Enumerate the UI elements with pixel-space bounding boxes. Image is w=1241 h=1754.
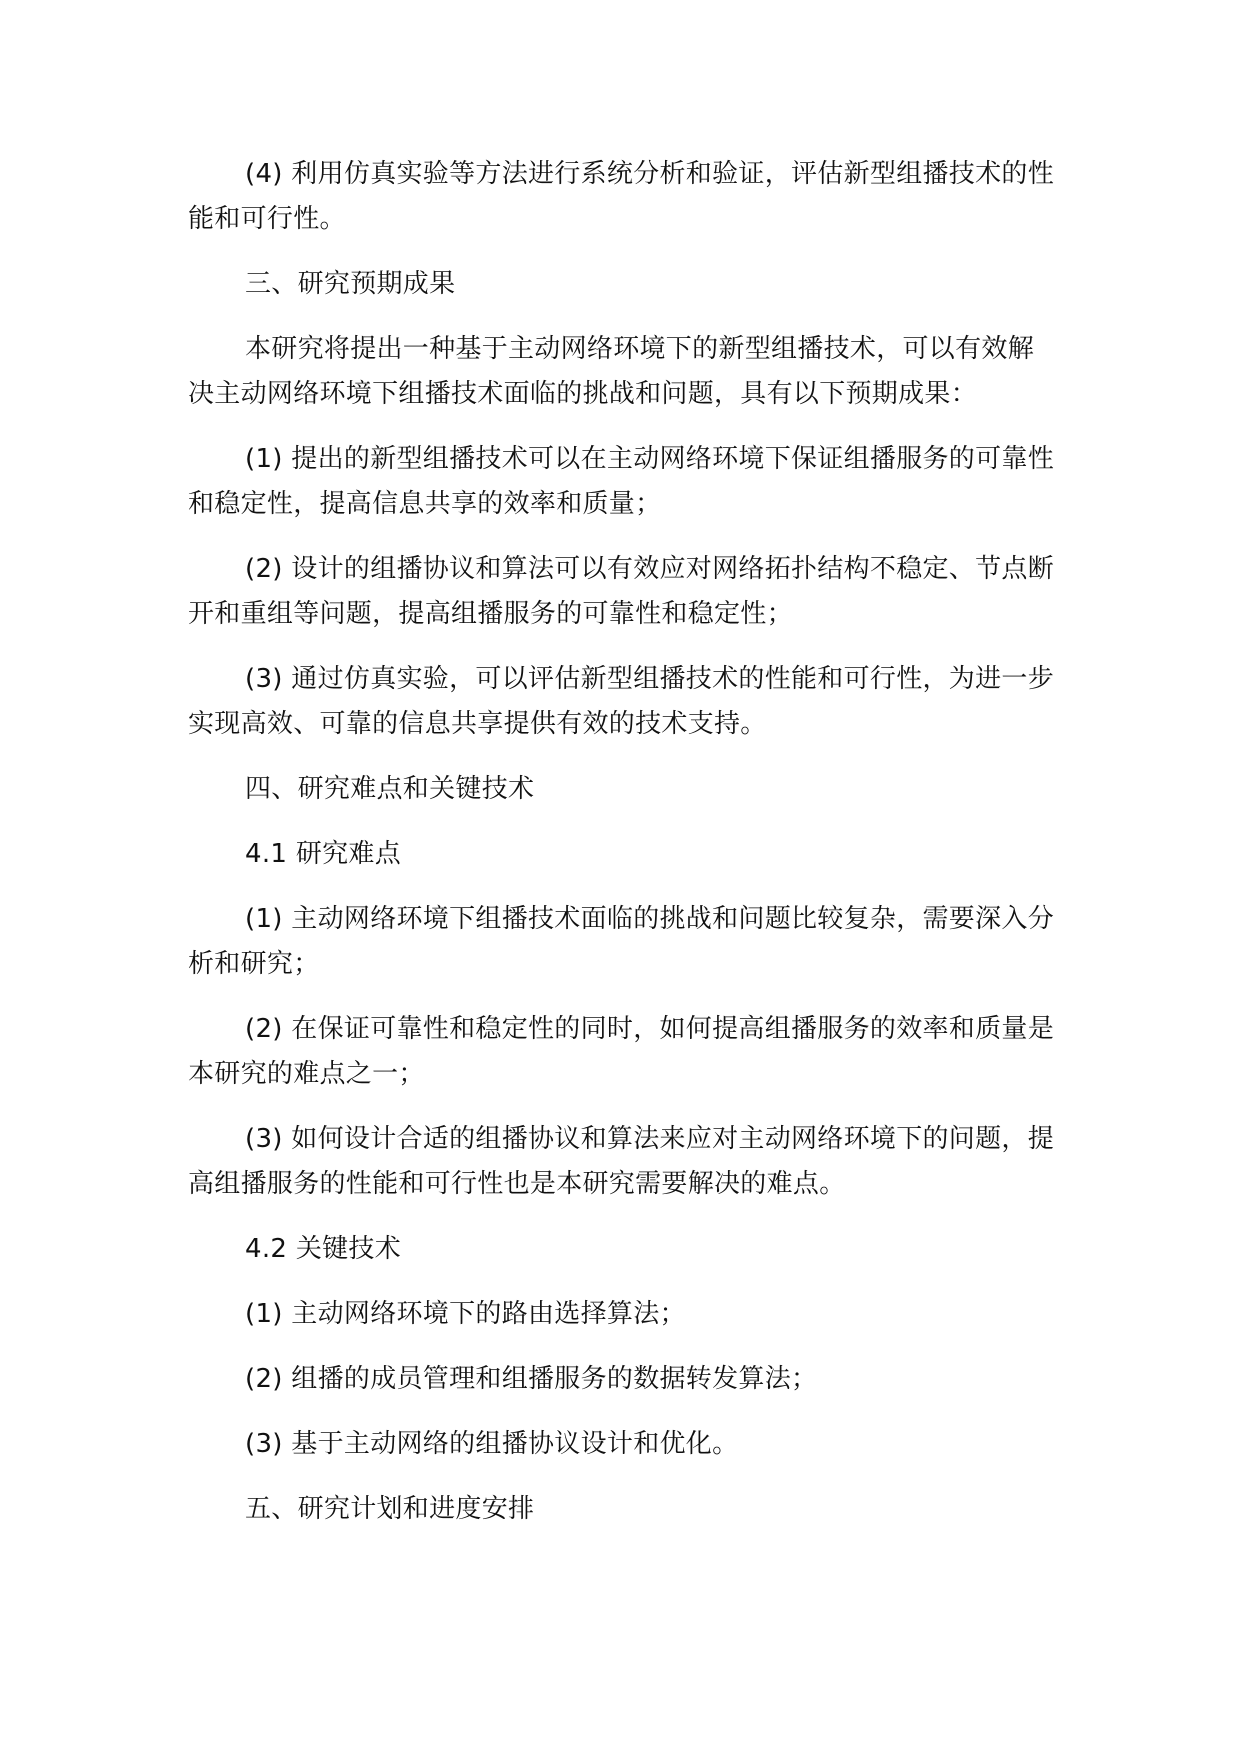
paragraph-result-1: (1) 提出的新型组播技术可以在主动网络环境下保证组播服务的可靠性和稳定性，提高信息共享的效率和质量； xyxy=(188,444,1054,519)
paragraph-key-tech-3: (3) 基于主动网络的组播协议设计和优化。 xyxy=(245,1429,739,1459)
paragraph-results-intro: 本研究将提出一种基于主动网络环境下的新型组播技术，可以有效解决主动网络环境下组播技术面临的挑战和问题，具有以下预期成果： xyxy=(188,334,1035,409)
subsection-heading-difficulties: 4.1 研究难点 xyxy=(245,839,402,869)
section-heading-plan: 五、研究计划和进度安排 xyxy=(245,1494,535,1524)
paragraph-result-2: (2) 设计的组播协议和算法可以有效应对网络拓扑结构不稳定、节点断开和重组等问题，提高组播服务的可靠性和稳定性； xyxy=(188,554,1054,629)
paragraph-key-tech-1: (1) 主动网络环境下的路由选择算法； xyxy=(245,1299,686,1329)
paragraph-difficulty-1: (1) 主动网络环境下组播技术面临的挑战和问题比较复杂，需要深入分析和研究； xyxy=(188,904,1054,979)
paragraph-difficulty-2: (2) 在保证可靠性和稳定性的同时，如何提高组播服务的效率和质量是本研究的难点之一； xyxy=(188,1014,1054,1089)
document-body xyxy=(188,152,1058,1552)
paragraph-evaluation-method: (4) 利用仿真实验等方法进行系统分析和验证，评估新型组播技术的性能和可行性。 xyxy=(188,159,1054,234)
subsection-heading-key-tech: 4.2 关键技术 xyxy=(245,1234,402,1264)
section-heading-expected-results: 三、研究预期成果 xyxy=(245,269,456,299)
paragraph-result-3: (3) 通过仿真实验，可以评估新型组播技术的性能和可行性，为进一步实现高效、可靠的信息共享提供有效的技术支持。 xyxy=(188,664,1054,739)
paragraph-difficulty-3: (3) 如何设计合适的组播协议和算法来应对主动网络环境下的问题，提高组播服务的性能和可行性也是本研究需要解决的难点。 xyxy=(188,1124,1054,1199)
paragraph-key-tech-2: (2) 组播的成员管理和组播服务的数据转发算法； xyxy=(245,1364,818,1394)
section-heading-difficulties: 四、研究难点和关键技术 xyxy=(245,774,535,804)
